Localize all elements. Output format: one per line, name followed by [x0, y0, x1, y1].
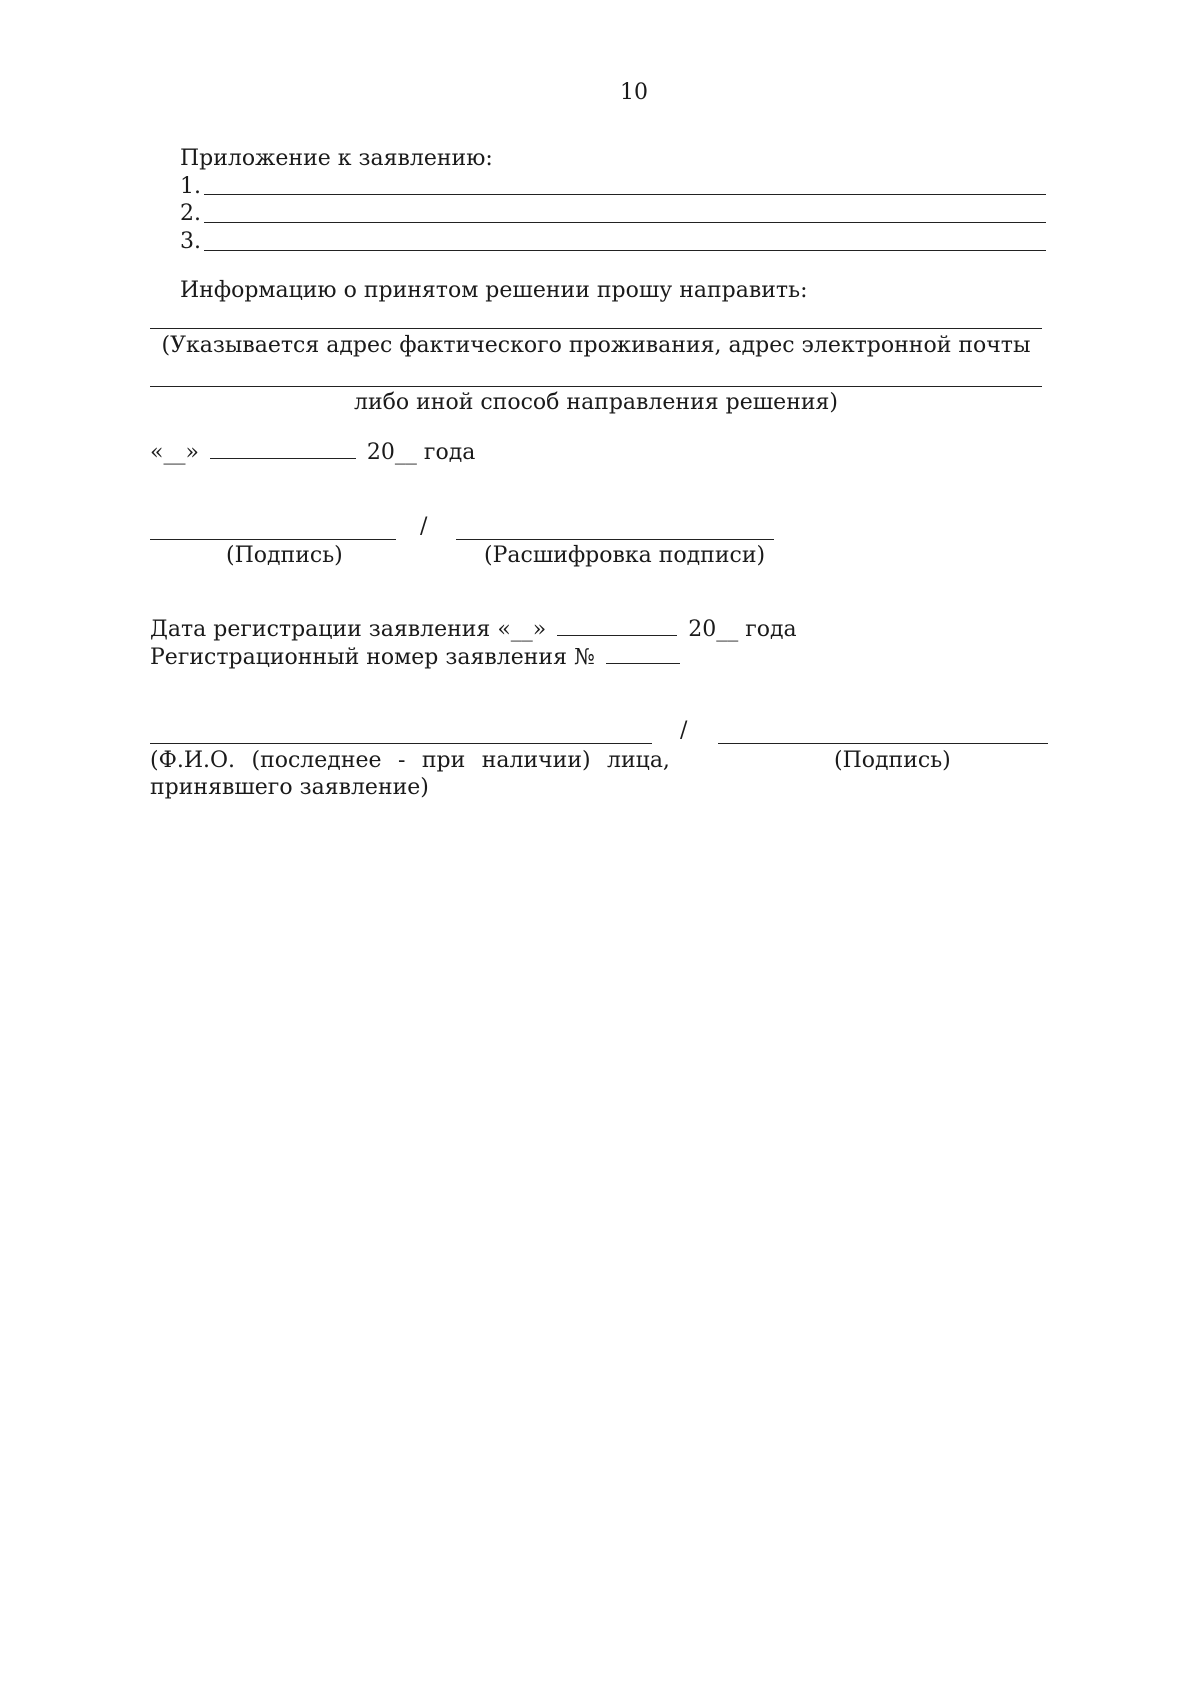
registration-month-blank — [557, 617, 677, 636]
registration-year-word: года — [745, 617, 797, 642]
attachment-item-2-line — [204, 222, 1046, 223]
registration-year-prefix: 20__ — [688, 617, 739, 642]
receiver-fio-line — [150, 743, 652, 744]
page-number: 10 — [620, 80, 648, 105]
date-year-word: года — [423, 440, 476, 465]
receiver-signature-label: (Подпись) — [834, 748, 951, 773]
attachment-item-3-number: 3. — [180, 229, 201, 254]
registration-date-prefix: Дата регистрации заявления — [150, 617, 491, 642]
signature-slash: / — [420, 514, 428, 539]
registration-number-blank — [606, 645, 680, 664]
signature-decryption-line — [456, 539, 774, 540]
receiver-fio-label-line-1: (Ф.И.О. (последнее - при наличии) лица, — [150, 748, 670, 773]
registration-date-quote: «__» — [497, 617, 547, 642]
date-day-quote: «__» — [150, 440, 199, 465]
signature-label: (Подпись) — [226, 543, 343, 568]
receiver-signature-line — [718, 743, 1048, 744]
receiver-slash: / — [680, 718, 688, 743]
attachment-item-1-line — [204, 194, 1046, 195]
attachment-item-3-line — [204, 250, 1046, 251]
decision-address-line-1 — [150, 328, 1042, 329]
decision-hint-line-2: либо иной способ направления решения) — [354, 390, 838, 415]
receiver-fio-label-line-2: принявшего заявление) — [150, 775, 429, 800]
registration-date-line — [150, 617, 797, 643]
signature-line — [150, 539, 396, 540]
attachment-item-2-number: 2. — [180, 201, 201, 226]
decision-prompt: Информацию о принятом решении прошу направить: — [180, 278, 808, 303]
decision-address-line-2 — [150, 386, 1042, 387]
attachment-item-1-number: 1. — [180, 174, 201, 199]
date-month-blank — [210, 440, 356, 459]
date-line — [150, 440, 475, 466]
decision-hint-line-1: (Указывается адрес фактического проживания, адрес электронной почты — [161, 333, 1031, 358]
signature-decryption-label: (Расшифровка подписи) — [484, 543, 766, 568]
registration-number-line — [150, 645, 680, 671]
date-year-prefix: 20__ — [366, 440, 417, 465]
registration-number-label: Регистрационный номер заявления № — [150, 645, 595, 670]
attachments-heading: Приложение к заявлению: — [180, 146, 493, 171]
